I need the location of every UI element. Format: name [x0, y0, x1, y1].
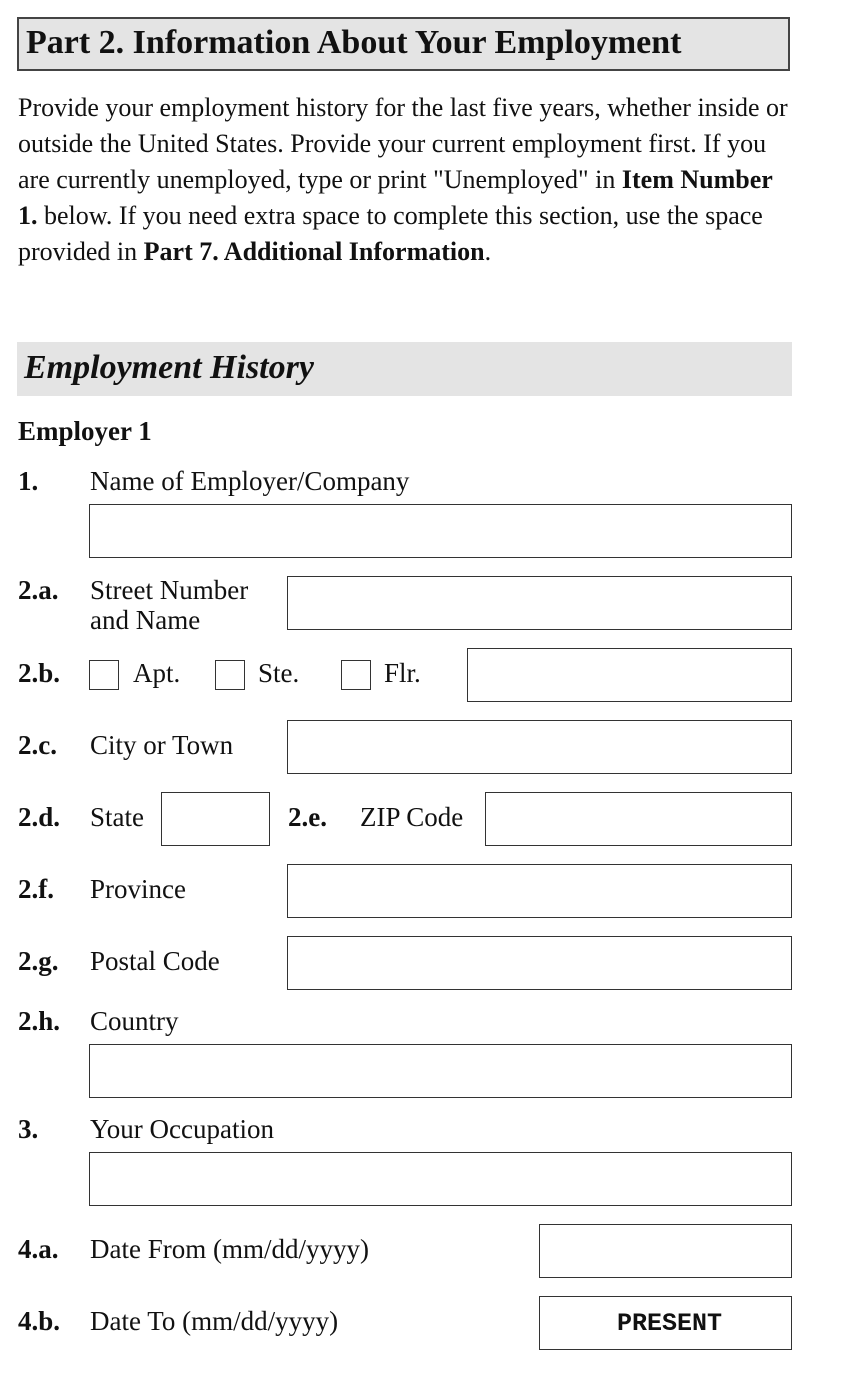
part-title: Part 2. Information About Your Employment [26, 24, 682, 61]
date-from-label: Date From (mm/dd/yyyy) [90, 1234, 369, 1264]
item-number: 3. [18, 1114, 39, 1144]
province-label: Province [90, 874, 186, 904]
street-label-line1: Street Number [90, 575, 249, 605]
apt-label: Apt. [133, 658, 181, 688]
instructions-item-ref: Item Number 1. [18, 165, 773, 230]
instructions-part-ref: Part 7. Additional Information [143, 237, 485, 266]
employer-name-field[interactable] [89, 504, 792, 558]
flr-label: Flr. [384, 658, 421, 688]
instructions-text: below. If you need extra space to complete this section, use the space provided in [18, 201, 763, 266]
item-number: 2.b. [18, 658, 61, 688]
state-label: State [90, 802, 144, 832]
date-to-field[interactable]: PRESENT [539, 1296, 792, 1350]
street-label [90, 575, 248, 635]
street-label-line2: and Name [90, 605, 201, 635]
zip-label: ZIP Code [360, 802, 464, 832]
employer-name-label: Name of Employer/Company [90, 466, 410, 496]
ste-label: Ste. [258, 658, 300, 688]
state-field[interactable] [161, 792, 270, 846]
postal-code-field[interactable] [287, 936, 792, 990]
item-number: 1. [18, 466, 39, 496]
zip-field[interactable] [485, 792, 792, 846]
occupation-label: Your Occupation [90, 1114, 274, 1144]
apt-checkbox[interactable] [89, 660, 119, 690]
item-number: 4.b. [18, 1306, 61, 1336]
employer-heading: Employer 1 [18, 416, 152, 446]
city-field[interactable] [287, 720, 792, 774]
section-title: Employment History [24, 349, 314, 386]
item-number: 4.a. [18, 1234, 59, 1264]
ste-checkbox[interactable] [215, 660, 245, 690]
instructions-paragraph [18, 90, 798, 270]
item-number: 2.h. [18, 1006, 61, 1036]
city-label: City or Town [90, 730, 234, 760]
instructions-text: Provide your employment history for the last five years, whether inside or outside the United States. Provide your current employment first. If you are currently unemployed, type or print "Unemployed" in [18, 93, 788, 194]
street-field[interactable] [287, 576, 792, 630]
postal-code-label: Postal Code [90, 946, 220, 976]
section-header [17, 342, 792, 396]
occupation-field[interactable] [89, 1152, 792, 1206]
country-field[interactable] [89, 1044, 792, 1098]
country-label: Country [90, 1006, 179, 1036]
unit-number-field[interactable] [467, 648, 792, 702]
item-number: 2.a. [18, 575, 59, 605]
item-number: 2.f. [18, 874, 54, 904]
flr-checkbox[interactable] [341, 660, 371, 690]
item-number: 2.e. [288, 802, 327, 832]
instructions-text: . [484, 237, 492, 266]
part-header [17, 17, 790, 71]
province-field[interactable] [287, 864, 792, 918]
date-to-label: Date To (mm/dd/yyyy) [90, 1306, 339, 1336]
item-number: 2.d. [18, 802, 61, 832]
item-number: 2.g. [18, 946, 59, 976]
date-from-field[interactable] [539, 1224, 792, 1278]
item-number: 2.c. [18, 730, 57, 760]
